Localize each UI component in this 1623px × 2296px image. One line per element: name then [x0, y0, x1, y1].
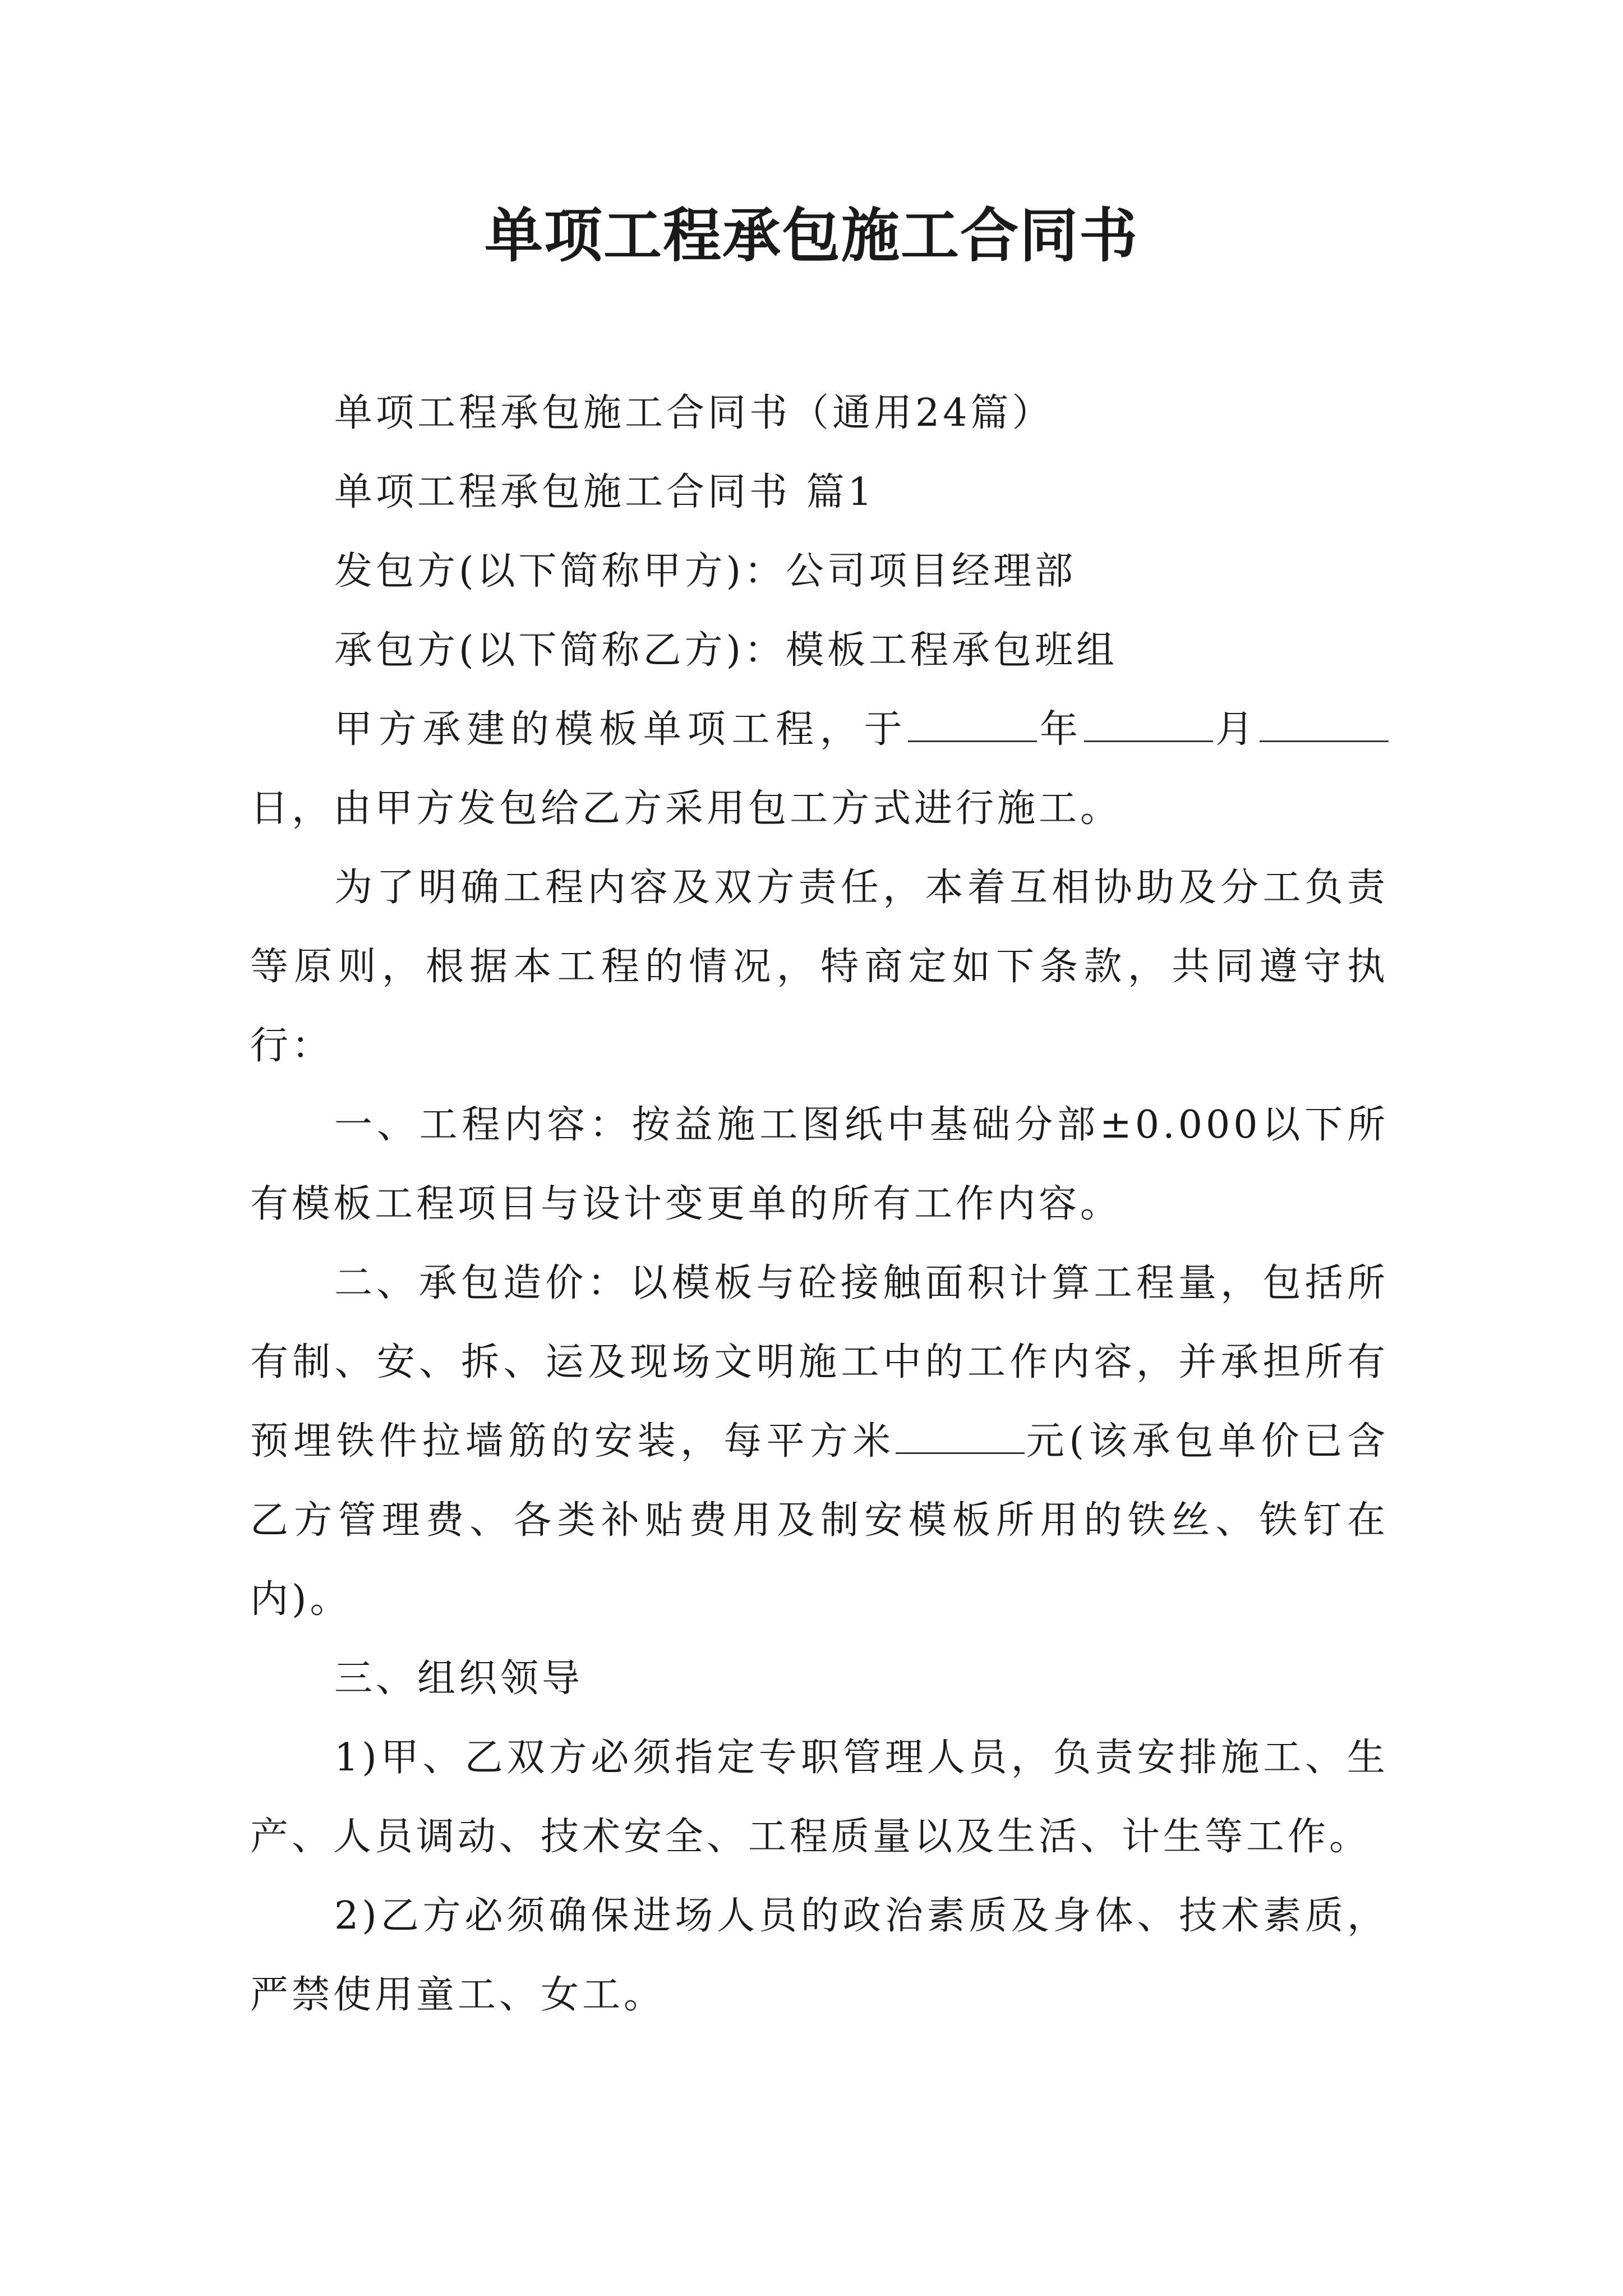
paragraph-clause-3-item-2: 2)乙方必须确保进场人员的政治素质及身体、技术素质，严禁使用童工、女工。	[250, 1894, 1389, 2017]
paragraph-clause-1: 一、工程内容：按益施工图纸中基础分部±0.000以下所有模板工程项目与设计变更单的所有工作内容。	[250, 1103, 1389, 1226]
paragraph-clause-3-heading: 三、组织领导	[334, 1657, 584, 1701]
year-label: 年	[1037, 707, 1084, 752]
date-clause-text-2: 日，由甲方发包给乙方采用包工方式进行施工。	[250, 786, 1122, 831]
paragraph-party-a: 发包方(以下简称甲方)：公司项目经理部	[334, 549, 1077, 593]
paragraph-date-clause	[250, 690, 1389, 848]
month-blank	[1084, 708, 1213, 742]
document-title: 单项工程承包施工合同书	[484, 201, 1138, 270]
paragraph-clause-2	[250, 1244, 1389, 1639]
paragraph-party-b: 承包方(以下简称乙方)：模板工程承包班组	[334, 628, 1118, 673]
paragraph-purpose: 为了明确工程内容及双方责任，本着互相协助及分工负责等原则，根据本工程的情况，特商定如下条款，共同遵守执行：	[250, 866, 1389, 1068]
price-blank	[896, 1420, 1025, 1454]
month-label: 月	[1212, 707, 1260, 752]
clause-2-text-1: 二、承包造价：以模板与砼接触面积计算工程量，包括所有制、安、拆、运及现场文明施工中的工作内容，并承担所有预埋铁件拉墙筋的安装，每平方米	[250, 1261, 1389, 1464]
paragraph-section-heading: 单项工程承包施工合同书 篇1	[334, 470, 875, 514]
document-body	[250, 374, 1389, 2035]
year-blank	[908, 708, 1037, 742]
day-blank	[1260, 708, 1389, 742]
date-clause-text-1: 甲方承建的模板单项工程，于	[334, 707, 909, 752]
paragraph-clause-3-item-1: 1)甲、乙双方必须指定专职管理人员，负责安排施工、生产、人员调动、技术安全、工程质量以及生活、计生等工作。	[250, 1736, 1389, 1859]
paragraph-subtitle: 单项工程承包施工合同书（通用24篇）	[334, 391, 1054, 435]
clause-2-text-2: 元(该承包单价已含乙方管理费、各类补贴费用及制安模板所用的铁丝、铁钉在内)。	[250, 1419, 1389, 1622]
